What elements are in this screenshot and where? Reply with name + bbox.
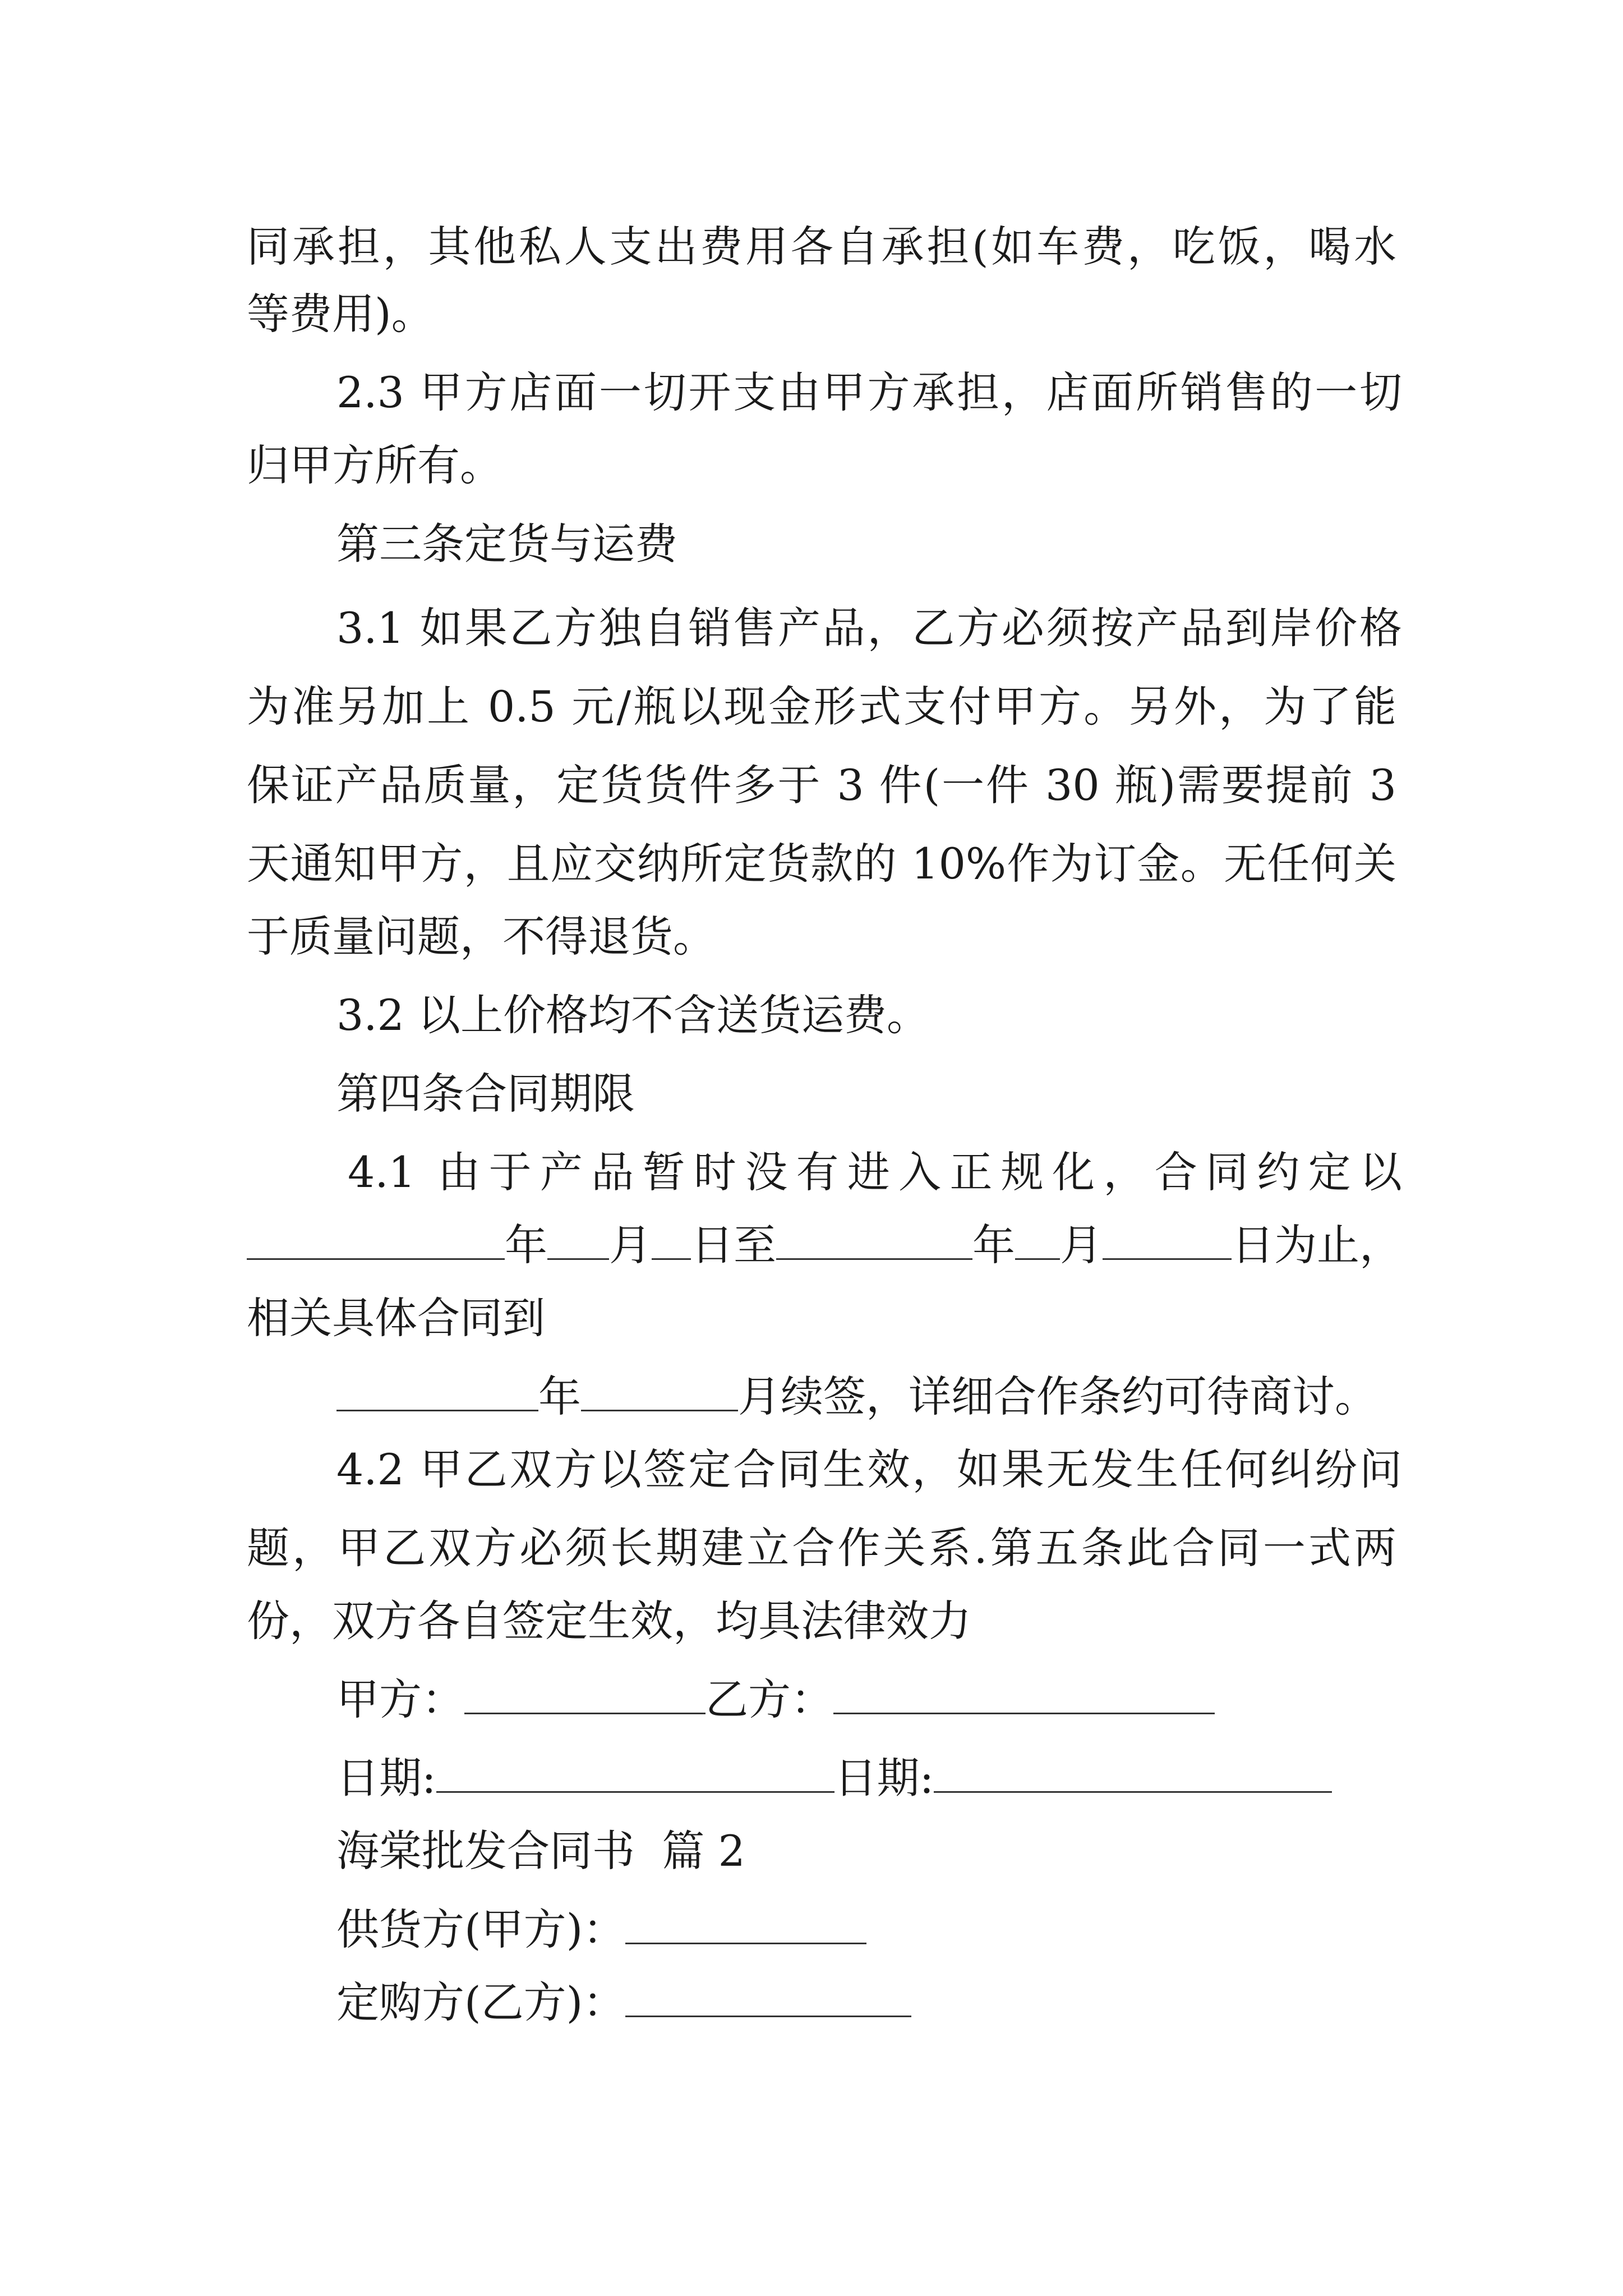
buyer-line: 定购方(乙方)： bbox=[336, 1975, 1402, 2031]
text-line: 保证产品质量，定货货件多于 3 件(一件 30 瓶)需要提前 3 bbox=[247, 760, 1396, 810]
blank-field[interactable] bbox=[547, 1219, 609, 1260]
section-heading: 第四条合同期限 bbox=[336, 1069, 635, 1119]
text-line: 天通知甲方，且应交纳所定货款的 10%作为订金。无任何关 bbox=[247, 839, 1396, 889]
party-a-signature-field[interactable] bbox=[464, 1673, 706, 1714]
blank-field[interactable] bbox=[652, 1219, 691, 1260]
text-line: 份，双方各自签定生效，均具法律效力 bbox=[247, 1596, 971, 1646]
blank-field[interactable] bbox=[581, 1370, 738, 1411]
text-line: 于质量问题，不得退货。 bbox=[247, 912, 716, 961]
blank-field[interactable] bbox=[1103, 1219, 1232, 1260]
party-b-date-field[interactable] bbox=[934, 1752, 1332, 1793]
renewal-line: 年 月续签，详细合作条约可待商讨。 bbox=[336, 1369, 1402, 1425]
text-line: 为准另加上 0.5 元/瓶以现金形式支付甲方。另外，为了能 bbox=[247, 682, 1396, 731]
blank-field[interactable] bbox=[1015, 1219, 1060, 1260]
section-heading: 第三条定货与运费 bbox=[336, 519, 677, 569]
text-line: 同承担，其他私人支出费用各自承担(如车费，吃饭，喝水 bbox=[247, 222, 1396, 272]
text-line: 等费用)。 bbox=[247, 289, 434, 339]
text-line: 题，甲乙双方必须长期建立合作关系.第五条此合同一式两 bbox=[247, 1523, 1396, 1573]
supplier-line: 供货方(甲方)： bbox=[336, 1902, 1402, 1958]
text-line: 4.2 甲乙双方以签定合同生效，如果无发生任何纠纷问 bbox=[336, 1444, 1402, 1494]
text-line: 4.1 由于产品暂时没有进入正规化，合同约定以 bbox=[348, 1147, 1402, 1197]
party-b-signature-field[interactable] bbox=[833, 1673, 1215, 1714]
text-line: 归甲方所有。 bbox=[247, 440, 502, 490]
text-line: 3.2 以上价格均不含送货运费。 bbox=[336, 990, 930, 1040]
signature-line: 甲方： 乙方： bbox=[336, 1672, 1402, 1728]
buyer-field[interactable] bbox=[625, 1976, 911, 2017]
blank-field[interactable] bbox=[336, 1370, 538, 1411]
party-a-date-field[interactable] bbox=[436, 1752, 834, 1793]
text-line: 2.3 甲方店面一切开支由甲方承担，店面所销售的一切 bbox=[336, 367, 1402, 417]
text-line: 3.1 如果乙方独自销售产品，乙方必须按产品到岸价格 bbox=[336, 603, 1402, 653]
blank-field[interactable] bbox=[247, 1219, 505, 1260]
blank-field[interactable] bbox=[776, 1219, 972, 1260]
contract-title: 海棠批发合同书 篇 2 bbox=[336, 1826, 745, 1876]
date-range-line: 年 月 日至 年 月 日为止， bbox=[247, 1217, 1396, 1273]
date-signature-line: 日期: 日期: bbox=[336, 1750, 1402, 1806]
text-line: 相关具体合同到 bbox=[247, 1293, 545, 1343]
supplier-field[interactable] bbox=[625, 1903, 866, 1944]
